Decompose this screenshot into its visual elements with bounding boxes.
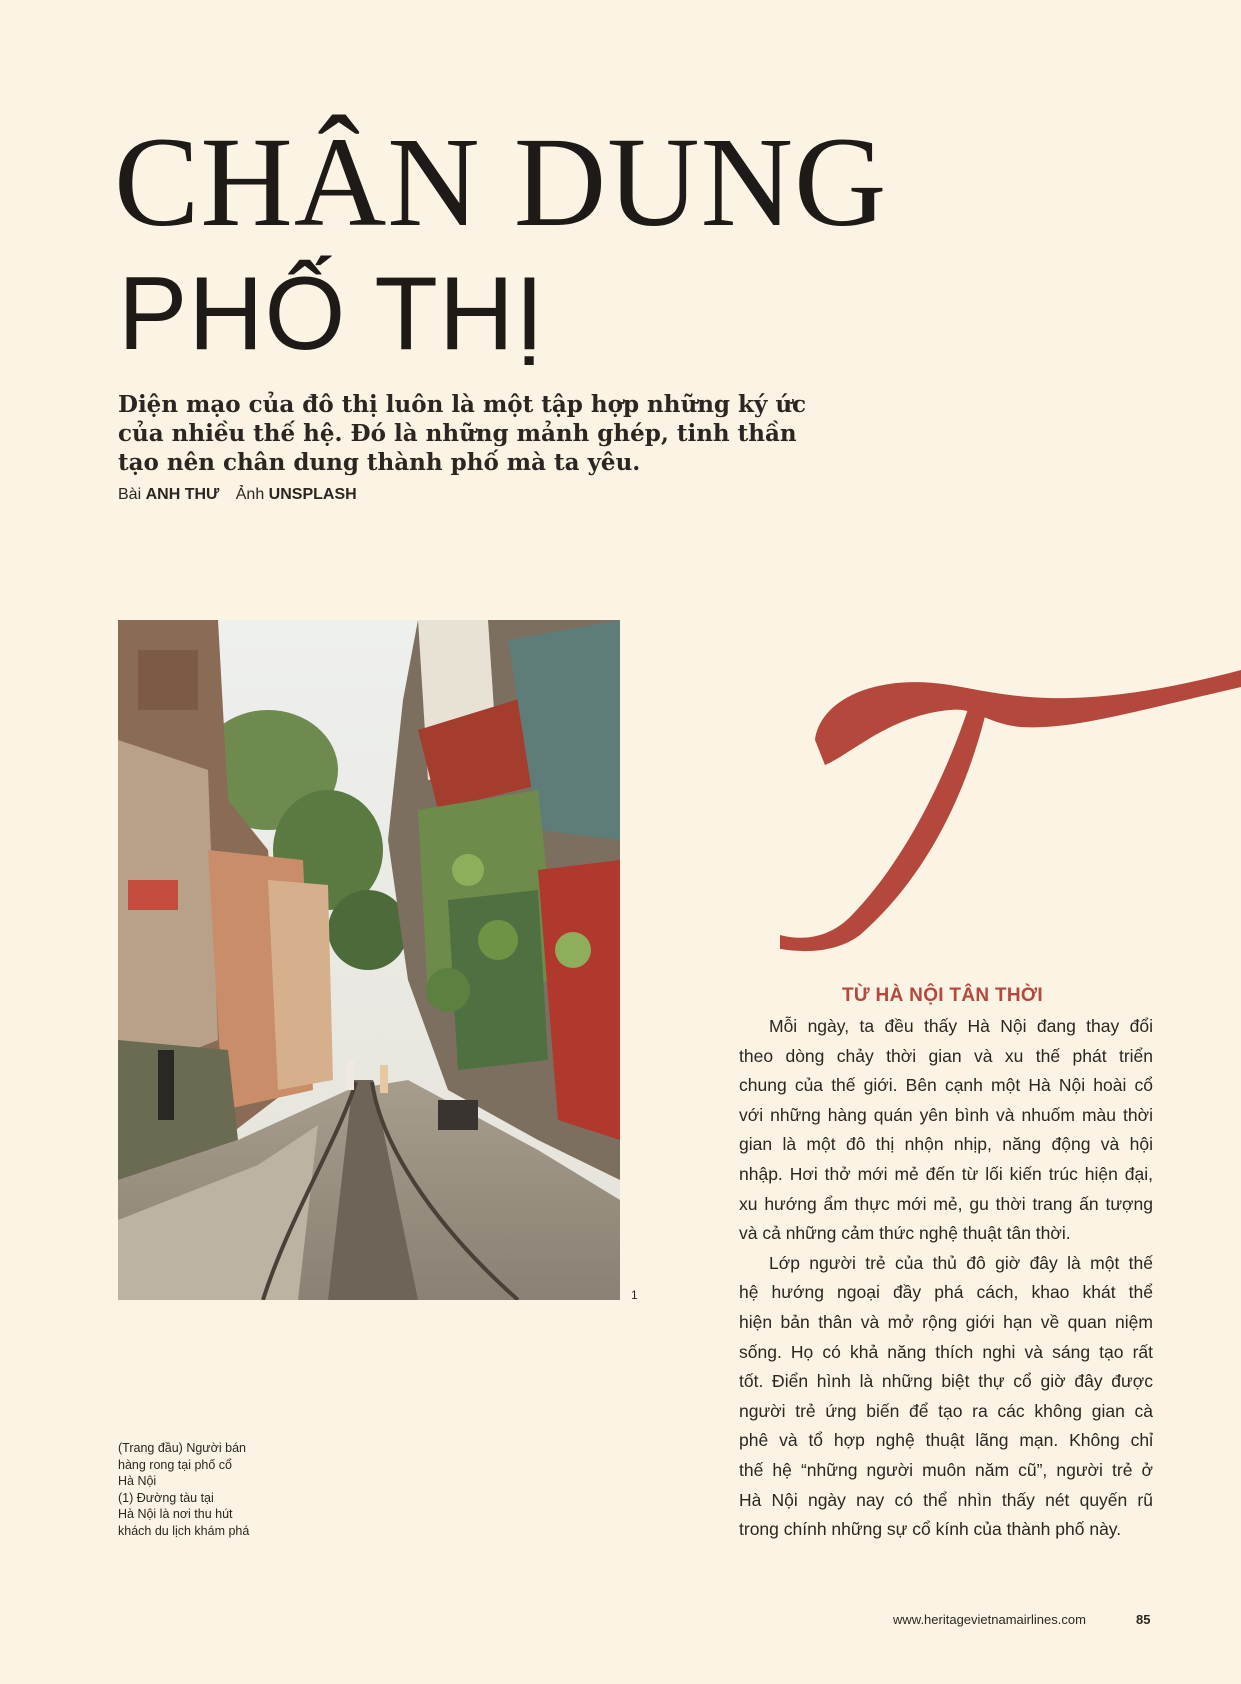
byline-photo-label: Ảnh [235, 486, 265, 503]
headline-line-1: CHÂN DUNG [114, 111, 888, 253]
byline-author: ANH THƯ [145, 486, 220, 503]
caption-line: Hà Nội là nơi thu hút [118, 1507, 233, 1521]
caption-line: (Trang đầu) Người bán [118, 1441, 246, 1455]
lede-line: Diện mạo của đô thị luôn là một tập hợp những ký ức [118, 391, 807, 418]
byline-text-label: Bài [118, 486, 142, 503]
photo-number: 1 [631, 1288, 638, 1302]
lede-line: tạo nên chân dung thành phố mà ta yêu. [118, 449, 641, 476]
lede-paragraph [118, 390, 807, 477]
train-street-photo [118, 620, 620, 1300]
body-line: với những hàng quán yên bình và nhuốm màu thời [739, 1104, 1153, 1125]
body-line: gian là một đô thị nhộn nhịp, năng động và hội [739, 1134, 1153, 1155]
body-line: phê và tổ hợp nghệ thuật lãng mạn. Không chỉ [739, 1430, 1153, 1451]
body-text [739, 1012, 1153, 1545]
body-line: sống. Họ có khả năng thích nghi và sáng tạo rất [739, 1341, 1153, 1362]
caption-line: hàng rong tại phố cổ [118, 1457, 232, 1472]
byline [118, 486, 357, 504]
lede-line: của nhiều thế hệ. Đó là những mảnh ghép, tinh thần [118, 420, 797, 447]
body-line: Mỗi ngày, ta đều thấy Hà Nội đang thay đổi [769, 1016, 1153, 1036]
caption-line: khách du lịch khám phá [118, 1523, 250, 1538]
body-line: hiện bản thân và mở rộng giới hạn về quan niệm [739, 1311, 1153, 1332]
caption-line: (1) Đường tàu tại [118, 1490, 214, 1505]
body-line: tốt. Điển hình là những biệt thự cổ giờ đây được [739, 1371, 1153, 1392]
body-line: thế hệ “những người muôn năm cũ”, người trẻ ở [739, 1459, 1153, 1480]
page-number: 85 [1136, 1612, 1151, 1627]
body-line: người trẻ ứng biến để tạo ra các không gian cà [739, 1400, 1153, 1421]
headline-line-2: PHỐ THỊ [118, 256, 545, 372]
body-line: và cả những cảm thức nghệ thuật tân thời. [739, 1223, 1071, 1244]
drop-cap-t-ornament [780, 665, 1241, 965]
footer-url-link[interactable]: www.heritagevietnamairlines.com [893, 1612, 1086, 1627]
body-line: chung của thế giới. Bên cạnh một Hà Nội hoài cổ [739, 1075, 1153, 1096]
body-line: trong chính những sự cổ kính của thành phố này. [739, 1519, 1122, 1540]
body-line: Lớp người trẻ của thủ đô giờ đây là một thế [769, 1252, 1153, 1273]
byline-photographer: UNSPLASH [268, 486, 357, 503]
body-line: xu hướng ẩm thực mới mẻ, gu thời trang ấn tượng [739, 1193, 1153, 1214]
body-line: Hà Nội ngày nay có thể nhìn thấy nét quyến rũ [739, 1489, 1153, 1510]
section-heading: TỪ HÀ NỘI TÂN THỜI [842, 985, 1043, 1006]
body-line: nhập. Hơi thở mới mẻ đến từ lối kiến trúc hiện đại, [739, 1163, 1153, 1184]
photo-caption [118, 1440, 298, 1539]
body-line: theo dòng chảy thời gian và xu thế phát triển [739, 1045, 1153, 1066]
body-line: hệ hướng ngoại đầy phá cách, khao khát thể [739, 1282, 1153, 1303]
caption-line: Hà Nội [118, 1474, 157, 1488]
